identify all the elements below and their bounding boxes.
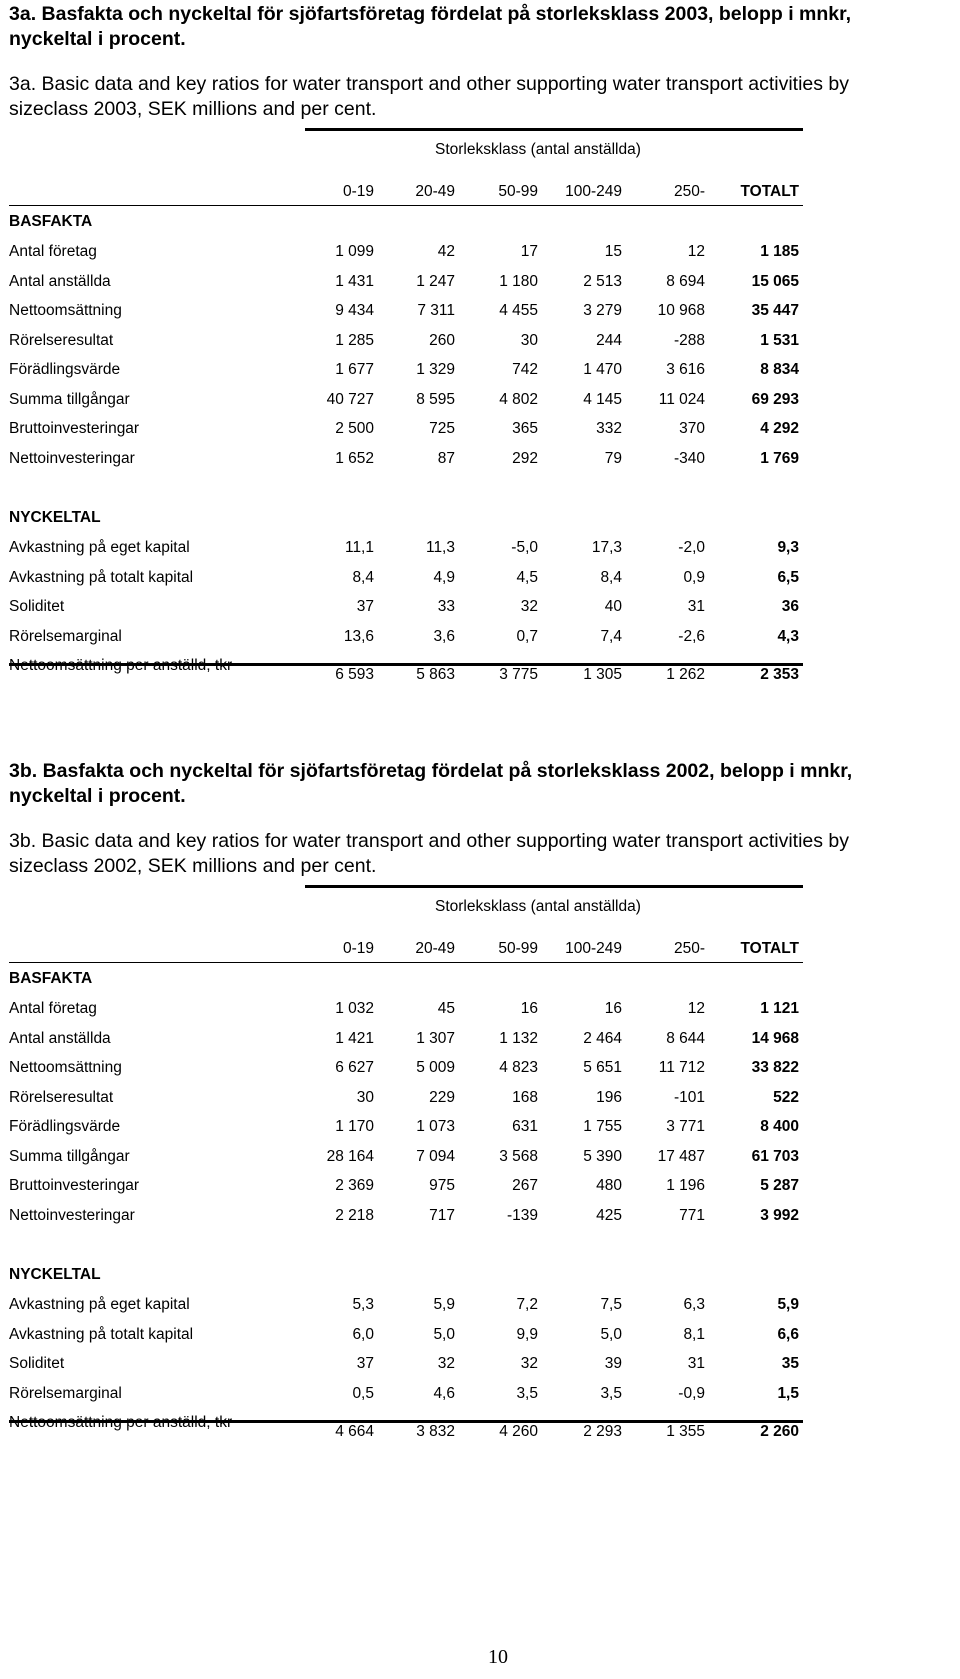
table-cell: 15 065: [751, 272, 799, 290]
table-cell: 9,3: [777, 539, 799, 556]
row-label: Antal anställda: [9, 272, 111, 290]
table-cell: 87: [437, 449, 455, 467]
table-cell: 5 651: [583, 1059, 622, 1076]
table-cell: 4 145: [583, 390, 622, 408]
table-cell: 7 094: [416, 1147, 455, 1165]
table-cell: 28 164: [326, 1147, 374, 1165]
row-label: Antal företag: [9, 1000, 97, 1017]
table-cell: 7,5: [600, 1296, 622, 1313]
table-cell: 31: [687, 598, 705, 615]
row-label: Antal anställda: [9, 1029, 111, 1047]
table-cell: 292: [512, 449, 538, 467]
table-title-swedish-line-1: 3a. Basfakta och nyckeltal för sjöfartsföretag fördelat på storleksklass 2003, belopp i mnkr,: [9, 3, 852, 25]
table-cell: 725: [429, 420, 455, 437]
column-header: 100-249: [565, 183, 622, 200]
table-cell: 1 677: [335, 361, 374, 378]
table-cell: 4 802: [499, 390, 538, 408]
table-cell: 1 247: [416, 272, 455, 290]
table-cell: 5,0: [600, 1325, 622, 1343]
section-heading: NYCKELTAL: [9, 509, 101, 526]
table-cell: 79: [604, 449, 622, 467]
table-title-swedish-line-1: 3b. Basfakta och nyckeltal för sjöfartsföretag fördelat på storleksklass 2002, belopp i mnkr,: [9, 760, 853, 782]
table-cell: 3 279: [583, 302, 622, 319]
table-cell: 8 400: [760, 1118, 799, 1135]
table-cell: 1 305: [583, 666, 622, 683]
table-cell: 370: [679, 420, 705, 437]
table-cell: 1 180: [499, 272, 538, 290]
table-cell: 35 447: [751, 302, 799, 319]
table-cell: 6 593: [335, 666, 374, 683]
table-cell: 5,0: [433, 1325, 455, 1343]
row-label: Antal företag: [9, 243, 97, 260]
table-cell: 8 644: [666, 1029, 705, 1047]
table-title-english-line-2: sizeclass 2002, SEK millions and per cent.: [9, 855, 377, 877]
table-cell: 15: [604, 243, 622, 260]
table-title-swedish-line-2: nyckeltal i procent.: [9, 785, 186, 807]
row-label: Summa tillgångar: [9, 390, 130, 408]
column-header: 0-19: [342, 183, 374, 200]
table-cell: 11,3: [425, 539, 455, 556]
table-cell: 6,6: [777, 1325, 799, 1343]
table-cell: 32: [437, 1355, 455, 1372]
table-cell: 37: [356, 598, 374, 615]
table-cell: 975: [429, 1177, 455, 1194]
section-heading: NYCKELTAL: [9, 1266, 101, 1283]
table-cell: 742: [512, 361, 538, 378]
table-cell: 1 185: [760, 243, 799, 260]
table-cell: 2 500: [335, 420, 374, 437]
column-header: TOTALT: [740, 940, 799, 957]
table-bottom-rule: [9, 1420, 803, 1423]
table-cell: 5 009: [416, 1059, 455, 1076]
row-label: Avkastning på totalt kapital: [9, 1325, 194, 1343]
table-cell: 3 616: [666, 361, 705, 378]
table-cell: 3,5: [600, 1384, 622, 1402]
table-cell: 45: [437, 1000, 455, 1017]
row-label: Avkastning på eget kapital: [9, 1296, 190, 1313]
table-cell: 35: [781, 1355, 799, 1372]
row-label: Nettoomsättning: [9, 1059, 122, 1076]
column-group-header: Storleksklass (antal anställda): [435, 141, 641, 158]
table-title-english-line-1: 3a. Basic data and key ratios for water transport and other supporting water transport activities by: [9, 73, 850, 95]
table-cell: 7 311: [417, 302, 455, 319]
table-cell: 365: [512, 420, 538, 437]
table-cell: 2 293: [583, 1423, 622, 1440]
table-cell: 3 775: [499, 666, 538, 683]
table-cell: 4 455: [499, 302, 538, 319]
table-cell: 5,3: [352, 1296, 374, 1313]
table-cell: 1 285: [335, 331, 374, 349]
table-cell: 40: [604, 598, 622, 615]
table-cell: 332: [596, 420, 622, 437]
table-cell: 2 260: [760, 1423, 799, 1440]
row-label: Nettoomsättning per anställd, tkr: [9, 657, 233, 674]
table-cell: 1 307: [416, 1029, 455, 1047]
table-cell: 3 568: [499, 1147, 538, 1165]
row-label: Rörelseresultat: [9, 1088, 114, 1106]
row-label: Rörelsemarginal: [9, 1384, 122, 1402]
table-cell: 1 073: [416, 1118, 455, 1135]
table-cell: 1 132: [499, 1029, 538, 1047]
table-cell: 2 353: [760, 666, 799, 683]
table-cell: 425: [596, 1206, 622, 1224]
table-cell: 8 694: [666, 272, 705, 290]
table-cell: 3 771: [666, 1118, 705, 1135]
table-cell: 2 218: [335, 1206, 374, 1224]
table-cell: 32: [520, 1355, 538, 1372]
column-header: 50-99: [498, 183, 538, 200]
row-label: Rörelsemarginal: [9, 627, 122, 645]
table-cell: 1 329: [416, 361, 455, 378]
table-cell: 69 293: [751, 390, 799, 408]
table-cell: 9,9: [516, 1325, 538, 1343]
table-cell: -340: [673, 449, 705, 467]
column-header: 100-249: [565, 940, 622, 957]
table-cell: 10 968: [657, 302, 705, 319]
table-cell: 33 822: [751, 1059, 799, 1076]
table-cell: 229: [429, 1088, 455, 1106]
table-cell: 1 421: [335, 1029, 374, 1047]
table-cell: 1 652: [335, 449, 374, 467]
row-label: Nettoinvesteringar: [9, 449, 135, 467]
row-label: Avkastning på totalt kapital: [9, 568, 194, 586]
table-cell: 13,6: [343, 627, 374, 645]
column-header: 20-49: [415, 940, 455, 957]
table-cell: 12: [687, 243, 705, 260]
table-cell: 37: [356, 1355, 374, 1372]
table-cell: 17,3: [591, 539, 622, 556]
table-cell: 196: [596, 1088, 622, 1106]
table-cell: -2,6: [678, 627, 705, 645]
table-cell: 6,5: [777, 568, 799, 586]
table-cell: 0,7: [516, 627, 538, 645]
row-label: Bruttoinvesteringar: [9, 1177, 140, 1194]
table-cell: 11 712: [658, 1059, 705, 1076]
table-cell: 4,3: [777, 627, 799, 645]
table-cell: 9 434: [335, 302, 374, 319]
table-title-english-line-2: sizeclass 2003, SEK millions and per cent.: [9, 98, 377, 120]
table-cell: 5,9: [777, 1296, 799, 1313]
table-cell: 0,9: [683, 568, 705, 586]
table-cell: 1,5: [777, 1384, 799, 1402]
column-header: 20-49: [415, 183, 455, 200]
column-header: 50-99: [498, 940, 538, 957]
table-cell: 0,5: [352, 1384, 374, 1402]
table-cell: 1 099: [335, 243, 374, 260]
table-cell: 1 755: [583, 1118, 622, 1135]
table-cell: 6,3: [683, 1296, 705, 1313]
table-cell: 33: [437, 598, 455, 615]
table-cell: 4,9: [433, 568, 455, 586]
table-cell: 1 470: [583, 361, 622, 378]
table-cell: 4,5: [516, 568, 538, 586]
table-header-rule: [9, 962, 803, 963]
page-number: 10: [488, 1646, 508, 1668]
table-cell: 6 627: [335, 1059, 374, 1076]
table-cell: 717: [429, 1206, 455, 1224]
table-cell: 4 664: [335, 1423, 374, 1440]
table-cell: 4 292: [760, 420, 799, 437]
table-cell: 39: [604, 1355, 622, 1372]
table-cell: 8 595: [416, 390, 455, 408]
column-header: TOTALT: [740, 183, 799, 200]
table-cell: 11 024: [658, 390, 705, 408]
table-header-rule: [9, 205, 803, 206]
section-heading: BASFAKTA: [9, 213, 93, 230]
row-label: Soliditet: [9, 1355, 65, 1372]
table-cell: 11,1: [344, 539, 374, 556]
table-cell: 8 834: [760, 361, 799, 378]
row-label: Rörelseresultat: [9, 331, 114, 349]
table-cell: 480: [596, 1177, 622, 1194]
table-cell: 2 464: [583, 1029, 622, 1047]
row-label: Avkastning på eget kapital: [9, 539, 190, 556]
table-cell: 40 727: [326, 390, 374, 408]
table-cell: 36: [781, 598, 799, 615]
table-cell: 1 431: [335, 272, 374, 290]
table-cell: -0,9: [678, 1384, 705, 1402]
table-cell: 17 487: [657, 1147, 705, 1165]
row-label: Nettoomsättning: [9, 302, 122, 319]
table-cell: 7,4: [600, 627, 622, 645]
row-label: Nettoomsättning per anställd, tkr: [9, 1414, 233, 1431]
table-cell: 1 196: [666, 1177, 705, 1194]
table-cell: 8,4: [600, 568, 622, 586]
table-cell: 8,1: [683, 1325, 705, 1343]
table-cell: 1 769: [760, 449, 799, 467]
table-cell: -2,0: [678, 539, 705, 556]
table-cell: 4,6: [433, 1384, 455, 1402]
table-top-rule: [305, 885, 803, 888]
table-cell: 12: [687, 1000, 705, 1017]
column-header: 250-: [673, 183, 705, 200]
table-cell: 3 832: [416, 1423, 455, 1440]
table-cell: -288: [673, 331, 705, 349]
table-title-english-line-1: 3b. Basic data and key ratios for water transport and other supporting water transport activities by: [9, 830, 850, 852]
table-cell: 2 369: [335, 1177, 374, 1194]
row-label: Summa tillgångar: [9, 1147, 130, 1165]
table-cell: 14 968: [751, 1029, 799, 1047]
table-cell: 1 262: [666, 666, 705, 683]
table-cell: 5 390: [583, 1147, 622, 1165]
table-cell: 6,0: [352, 1325, 374, 1343]
table-cell: 522: [773, 1088, 799, 1106]
table-cell: 2 513: [583, 272, 622, 290]
column-group-header: Storleksklass (antal anställda): [435, 898, 641, 915]
table-cell: 1 121: [760, 1000, 799, 1017]
table-cell: 260: [429, 331, 455, 349]
table-cell: 7,2: [516, 1296, 538, 1313]
table-cell: 3,5: [516, 1384, 538, 1402]
table-cell: 244: [596, 331, 622, 349]
table-cell: 168: [512, 1088, 538, 1106]
table-cell: 3,6: [433, 627, 455, 645]
table-cell: 267: [512, 1177, 538, 1194]
table-cell: 5 287: [760, 1177, 799, 1194]
row-label: Bruttoinvesteringar: [9, 420, 140, 437]
table-cell: 32: [520, 598, 538, 615]
table-cell: 631: [512, 1118, 538, 1135]
column-header: 250-: [673, 940, 705, 957]
row-label: Förädlingsvärde: [9, 361, 121, 378]
table-cell: 30: [520, 331, 538, 349]
table-title-swedish-line-2: nyckeltal i procent.: [9, 28, 186, 50]
table-cell: 42: [437, 243, 455, 260]
table-cell: 1 531: [760, 331, 799, 349]
row-label: Nettoinvesteringar: [9, 1206, 135, 1224]
table-cell: 17: [520, 243, 538, 260]
section-heading: BASFAKTA: [9, 970, 93, 987]
table-cell: 1 355: [666, 1423, 705, 1440]
table-cell: 1 032: [335, 1000, 374, 1017]
table-cell: 1 170: [335, 1118, 374, 1135]
table-cell: 16: [520, 1000, 538, 1017]
table-cell: 5 863: [416, 666, 455, 683]
table-cell: 16: [604, 1000, 622, 1017]
table-top-rule: [305, 128, 803, 131]
table-bottom-rule: [9, 663, 803, 666]
table-cell: 61 703: [751, 1147, 799, 1165]
table-cell: -139: [506, 1206, 538, 1224]
table-cell: 3 992: [760, 1206, 799, 1224]
table-cell: -5,0: [511, 539, 538, 556]
column-header: 0-19: [342, 940, 374, 957]
table-cell: 771: [679, 1206, 705, 1224]
row-label: Förädlingsvärde: [9, 1118, 121, 1135]
table-cell: 30: [356, 1088, 374, 1106]
row-label: Soliditet: [9, 598, 65, 615]
table-cell: 4 260: [499, 1423, 538, 1440]
table-cell: 4 823: [499, 1059, 538, 1076]
table-cell: 5,9: [433, 1296, 455, 1313]
table-cell: 31: [687, 1355, 705, 1372]
table-cell: -101: [673, 1088, 705, 1106]
table-cell: 8,4: [352, 568, 374, 586]
